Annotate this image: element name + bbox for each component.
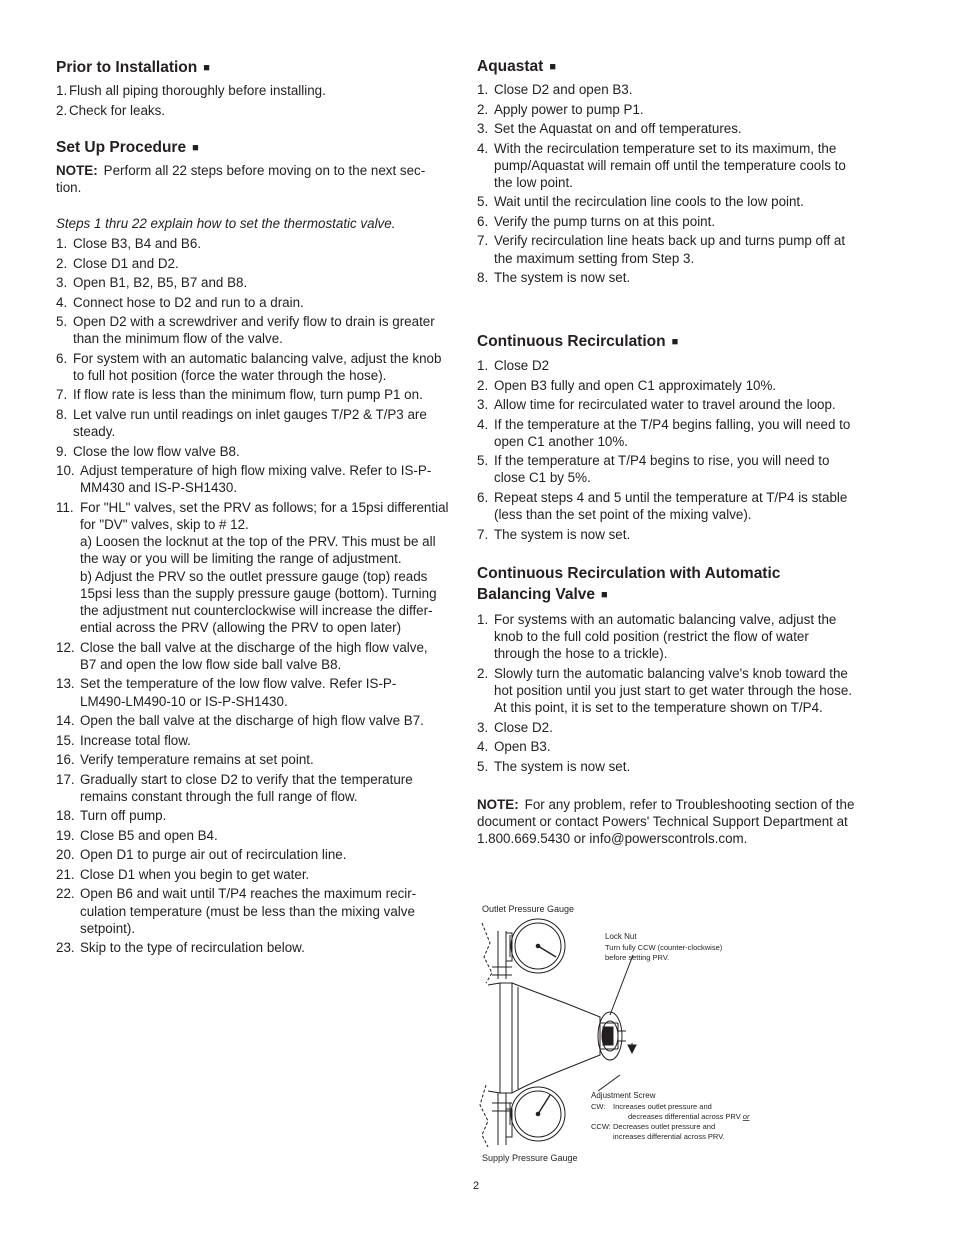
- step-number: 4.: [56, 294, 68, 310]
- step-number: 4.: [477, 140, 489, 156]
- step-number: 10.: [56, 463, 75, 479]
- step-number: 3.: [477, 397, 489, 412]
- step-text-line: culation temperature (must be less than the mixing valve: [80, 903, 415, 919]
- step-number: 7.: [477, 233, 489, 249]
- list-item: [56, 866, 309, 883]
- step-text-line: If the temperature at the T/P4 begins falling, you will need to: [494, 416, 851, 432]
- list-item: [477, 120, 742, 137]
- auto-balancing-heading-line1: Continuous Recirculation with Automatic: [477, 565, 781, 582]
- step-number: 14.: [56, 713, 75, 729]
- list-item: [477, 396, 836, 413]
- list-item: [477, 232, 845, 266]
- step-number: 7.: [56, 387, 68, 403]
- step-text-line: Skip to the type of recirculation below.: [80, 940, 305, 956]
- step-number: 2.: [477, 665, 489, 681]
- list-item: [56, 639, 428, 673]
- step-number: 8.: [56, 406, 68, 422]
- supply-gauge-label: Supply Pressure Gauge: [482, 1153, 578, 1163]
- step-number: 21.: [56, 866, 75, 882]
- step-text-line: B7 and open the low flow side ball valve B8.: [80, 656, 342, 672]
- list-item: [477, 193, 804, 210]
- step-number: 5.: [477, 453, 489, 469]
- bottom-note-line3: 1.800.669.5430 or info@powerscontrols.com.: [477, 831, 748, 846]
- step-text-line: (less than the set point of the mixing valve).: [494, 507, 752, 523]
- step-number: 2.: [56, 102, 68, 118]
- list-item: [56, 462, 431, 496]
- lock-nut-line1: Turn fully CCW (counter-clockwise): [605, 943, 723, 952]
- step-number: 23.: [56, 940, 75, 956]
- step-text-line: Open D2 with a screwdriver and verify flow to drain is greater: [73, 314, 435, 329]
- list-item: [56, 771, 413, 805]
- step-text-line: Open B6 and wait until T/P4 reaches the maximum recir-: [80, 886, 417, 902]
- step-number: 20.: [56, 847, 75, 863]
- ccw-label: CCW:: [591, 1122, 611, 1131]
- step-text-line: open C1 another 10%.: [494, 433, 629, 449]
- step-number: 17.: [56, 771, 75, 787]
- step-number: 6.: [477, 213, 489, 229]
- step-number: 4.: [477, 739, 489, 755]
- list-item: [56, 313, 435, 347]
- page-number: 2: [473, 1180, 480, 1192]
- step-text-line: Increase total flow.: [80, 732, 191, 748]
- step-text-line: With the recirculation temperature set to its maximum, the: [494, 140, 837, 156]
- step-number: 1.: [56, 236, 68, 251]
- step-text-line: to full hot position (force the water through the hose).: [73, 367, 387, 383]
- step-text-line: Close D2: [494, 358, 550, 373]
- list-item: [477, 526, 630, 543]
- setup-intro: Steps 1 thru 22 explain how to set the thermostatic valve.: [56, 216, 396, 231]
- step-text-line: remains constant through the full range of flow.: [80, 788, 358, 804]
- step-text-line: Set the temperature of the low flow valve. Refer IS-P-: [80, 676, 397, 692]
- lock-nut-title: Lock Nut: [605, 932, 637, 941]
- step-text-line: Close the ball valve at the discharge of the high flow valve,: [80, 639, 428, 655]
- step-number: 3.: [477, 121, 489, 136]
- list-item: [56, 82, 326, 99]
- step-text-line: Open B3 fully and open C1 approximately 10%.: [494, 377, 777, 393]
- step-number: 2.: [477, 101, 489, 117]
- step-number: 9.: [56, 443, 68, 459]
- step-text-line: Slowly turn the automatic balancing valve's knob toward the: [494, 665, 848, 681]
- step-number: 5.: [56, 314, 68, 329]
- step-text-line: pump/Aquastat will remain off until the temperature cools to: [494, 157, 846, 173]
- step-number: 6.: [56, 350, 68, 366]
- list-item: [56, 827, 218, 844]
- prv-diagram: [470, 895, 760, 1170]
- step-text-line: For "HL" valves, set the PRV as follows; for a 15psi differential: [80, 499, 449, 515]
- step-text-line: for "DV" valves, skip to # 12.: [80, 517, 249, 532]
- list-item: [477, 758, 630, 775]
- setup-note-continued: tion.: [56, 180, 82, 195]
- step-number: 16.: [56, 752, 75, 768]
- step-number: 22.: [56, 886, 75, 902]
- list-item: [477, 489, 847, 523]
- step-text-line: Close D2 and open B3.: [494, 82, 633, 97]
- step-text-line: If flow rate is less than the minimum flow, turn pump P1 on.: [73, 387, 423, 403]
- step-text-line: knob to the full cold position (restrict the flow of water: [494, 629, 809, 645]
- list-item: [477, 81, 632, 98]
- list-item: [477, 213, 715, 230]
- list-item: [56, 386, 423, 403]
- step-text-line: For systems with an automatic balancing valve, adjust the: [494, 612, 837, 627]
- step-text-line: If the temperature at T/P4 begins to rise, you will need to: [494, 453, 830, 469]
- list-item: [56, 443, 240, 460]
- step-text-line: hot position until you just start to get water through the hose.: [494, 683, 853, 699]
- step-text-line: Close D2.: [494, 719, 553, 735]
- list-item: [56, 255, 179, 272]
- step-number: 1.: [477, 612, 489, 627]
- step-text-line: Set the Aquastat on and off temperatures.: [494, 121, 742, 136]
- step-number: 3.: [477, 719, 489, 735]
- list-item: [56, 499, 449, 637]
- step-text-line: Wait until the recirculation line cools to the low point.: [494, 194, 804, 210]
- step-text-line: setpoint).: [80, 920, 136, 936]
- step-text-line: Open D1 to purge air out of recirculation line.: [80, 847, 347, 863]
- list-item: [477, 377, 776, 394]
- step-text-line: the low point.: [494, 174, 573, 190]
- step-text-line: Connect hose to D2 and run to a drain.: [73, 294, 304, 310]
- step-text-line: Verify temperature remains at set point.: [80, 752, 314, 768]
- step-number: 7.: [477, 526, 489, 542]
- list-item: [56, 350, 441, 384]
- ccw-line2: increases differential across PRV.: [613, 1132, 725, 1141]
- list-item: [477, 452, 829, 486]
- step-text-line: Check for leaks.: [69, 102, 166, 118]
- list-item: [56, 712, 424, 729]
- step-text-line: a) Loosen the locknut at the top of the PRV. This must be all: [80, 534, 436, 550]
- step-text-line: Let valve run until readings on inlet gauges T/P2 & T/P3 are: [73, 406, 427, 422]
- step-text-line: Verify recirculation line heats back up and turns pump off at: [494, 233, 846, 249]
- step-number: 19.: [56, 827, 75, 843]
- aquastat-heading: Aquastat ■: [477, 58, 556, 75]
- list-item: [477, 611, 836, 663]
- step-text-line: the adjustment nut counterclockwise will increase the differ-: [80, 603, 433, 619]
- step-number: 11.: [56, 499, 74, 515]
- list-item: [56, 274, 247, 291]
- list-item: [56, 732, 191, 749]
- list-item: [56, 846, 346, 863]
- step-number: 1.: [477, 358, 489, 373]
- step-number: 5.: [477, 758, 489, 774]
- step-number: 1.: [56, 83, 68, 98]
- list-item: [56, 235, 201, 252]
- adjustment-screw-title: Adjustment Screw: [591, 1091, 656, 1100]
- list-item: [56, 294, 304, 311]
- list-item: [477, 101, 644, 118]
- outlet-gauge-label: Outlet Pressure Gauge: [482, 904, 575, 914]
- step-text-line: Turn off pump.: [80, 808, 167, 824]
- list-item: [56, 751, 314, 768]
- list-item: [477, 738, 551, 755]
- step-text-line: than the minimum flow of the valve.: [73, 331, 283, 347]
- step-text-line: Open B3.: [494, 739, 551, 755]
- cw-line1: Increases outlet pressure and: [613, 1102, 712, 1111]
- list-item: [56, 807, 166, 824]
- step-text-line: Close B3, B4 and B6.: [73, 236, 202, 251]
- continuous-recirculation-heading: Continuous Recirculation ■: [477, 333, 679, 350]
- ccw-line1: Decreases outlet pressure and: [613, 1122, 716, 1131]
- step-number: 15.: [56, 732, 75, 748]
- step-text-line: Close D1 when you begin to get water.: [80, 866, 310, 882]
- lock-nut-line2: before setting PRV.: [605, 953, 670, 962]
- setup-procedure-heading: Set Up Procedure ■: [56, 139, 199, 156]
- cw-line2: decreases differential across PRV or: [628, 1112, 750, 1121]
- bottom-note: NOTE: For any problem, refer to Troubleshooting section of the: [477, 797, 855, 812]
- step-number: 8.: [477, 270, 489, 286]
- step-text-line: Apply power to pump P1.: [494, 101, 644, 117]
- step-number: 12.: [56, 639, 75, 655]
- step-number: 4.: [477, 416, 489, 432]
- bottom-note-line2: document or contact Powers' Technical Support Department at: [477, 814, 848, 829]
- step-text-line: Gradually start to close D2 to verify that the temperature: [80, 771, 413, 787]
- list-item: [477, 416, 850, 450]
- step-text-line: Open B1, B2, B5, B7 and B8.: [73, 275, 248, 290]
- list-item: [56, 939, 305, 956]
- step-text-line: The system is now set.: [494, 270, 631, 286]
- list-item: [477, 665, 852, 717]
- step-text-line: Close D1 and D2.: [73, 255, 179, 271]
- step-text-line: through the hose to a trickle).: [494, 646, 668, 662]
- list-item: [477, 269, 630, 286]
- step-number: 13.: [56, 676, 75, 692]
- list-item: [56, 885, 416, 937]
- list-item: [477, 140, 846, 192]
- step-number: 5.: [477, 194, 489, 210]
- step-text-line: the way or you will be limiting the range of adjustment.: [80, 551, 402, 567]
- step-text-line: Close B5 and open B4.: [80, 827, 218, 843]
- step-text-line: ential across the PRV (allowing the PRV to open later): [80, 620, 402, 636]
- auto-balancing-heading-line2: Balancing Valve ■: [477, 586, 608, 603]
- step-text-line: Allow time for recirculated water to travel around the loop.: [494, 397, 836, 412]
- step-text-line: 15psi less than the supply pressure gauge (bottom). Turning: [80, 585, 437, 601]
- step-number: 6.: [477, 489, 489, 505]
- step-text-line: MM430 and IS-P-SH1430.: [80, 480, 238, 496]
- step-text-line: Close the low flow valve B8.: [73, 443, 240, 459]
- list-item: [477, 719, 553, 736]
- step-text-line: steady.: [73, 424, 116, 440]
- step-text-line: The system is now set.: [494, 526, 631, 542]
- prior-installation-heading: Prior to Installation ■: [56, 59, 210, 76]
- step-text-line: Repeat steps 4 and 5 until the temperature at T/P4 is stable: [494, 489, 848, 505]
- step-text-line: Verify the pump turns on at this point.: [494, 213, 716, 229]
- step-text-line: Flush all piping thoroughly before installing.: [69, 83, 326, 98]
- step-text-line: close C1 by 5%.: [494, 470, 591, 486]
- step-text-line: The system is now set.: [494, 758, 631, 774]
- list-item: [56, 675, 396, 709]
- step-text-line: b) Adjust the PRV so the outlet pressure gauge (top) reads: [80, 568, 428, 584]
- step-text-line: LM490-LM490-10 or IS-P-SH1430.: [80, 693, 288, 709]
- step-text-line: For system with an automatic balancing valve, adjust the knob: [73, 350, 442, 366]
- step-text-line: the maximum setting from Step 3.: [494, 250, 695, 266]
- cw-label: CW:: [591, 1102, 606, 1111]
- step-text-line: Adjust temperature of high flow mixing valve. Refer to IS-P-: [80, 463, 432, 479]
- step-number: 1.: [477, 82, 489, 97]
- step-text-line: At this point, it is set to the temperature shown on T/P4.: [494, 700, 823, 716]
- list-item: [56, 102, 165, 119]
- step-number: 3.: [56, 275, 68, 290]
- step-number: 2.: [56, 255, 68, 271]
- setup-note: NOTE: Perform all 22 steps before moving on to the next sec-: [56, 163, 426, 178]
- step-number: 18.: [56, 808, 75, 824]
- list-item: [56, 406, 427, 440]
- list-item: [477, 357, 549, 374]
- step-text-line: Open the ball valve at the discharge of high flow valve B7.: [80, 713, 424, 729]
- step-number: 2.: [477, 377, 489, 393]
